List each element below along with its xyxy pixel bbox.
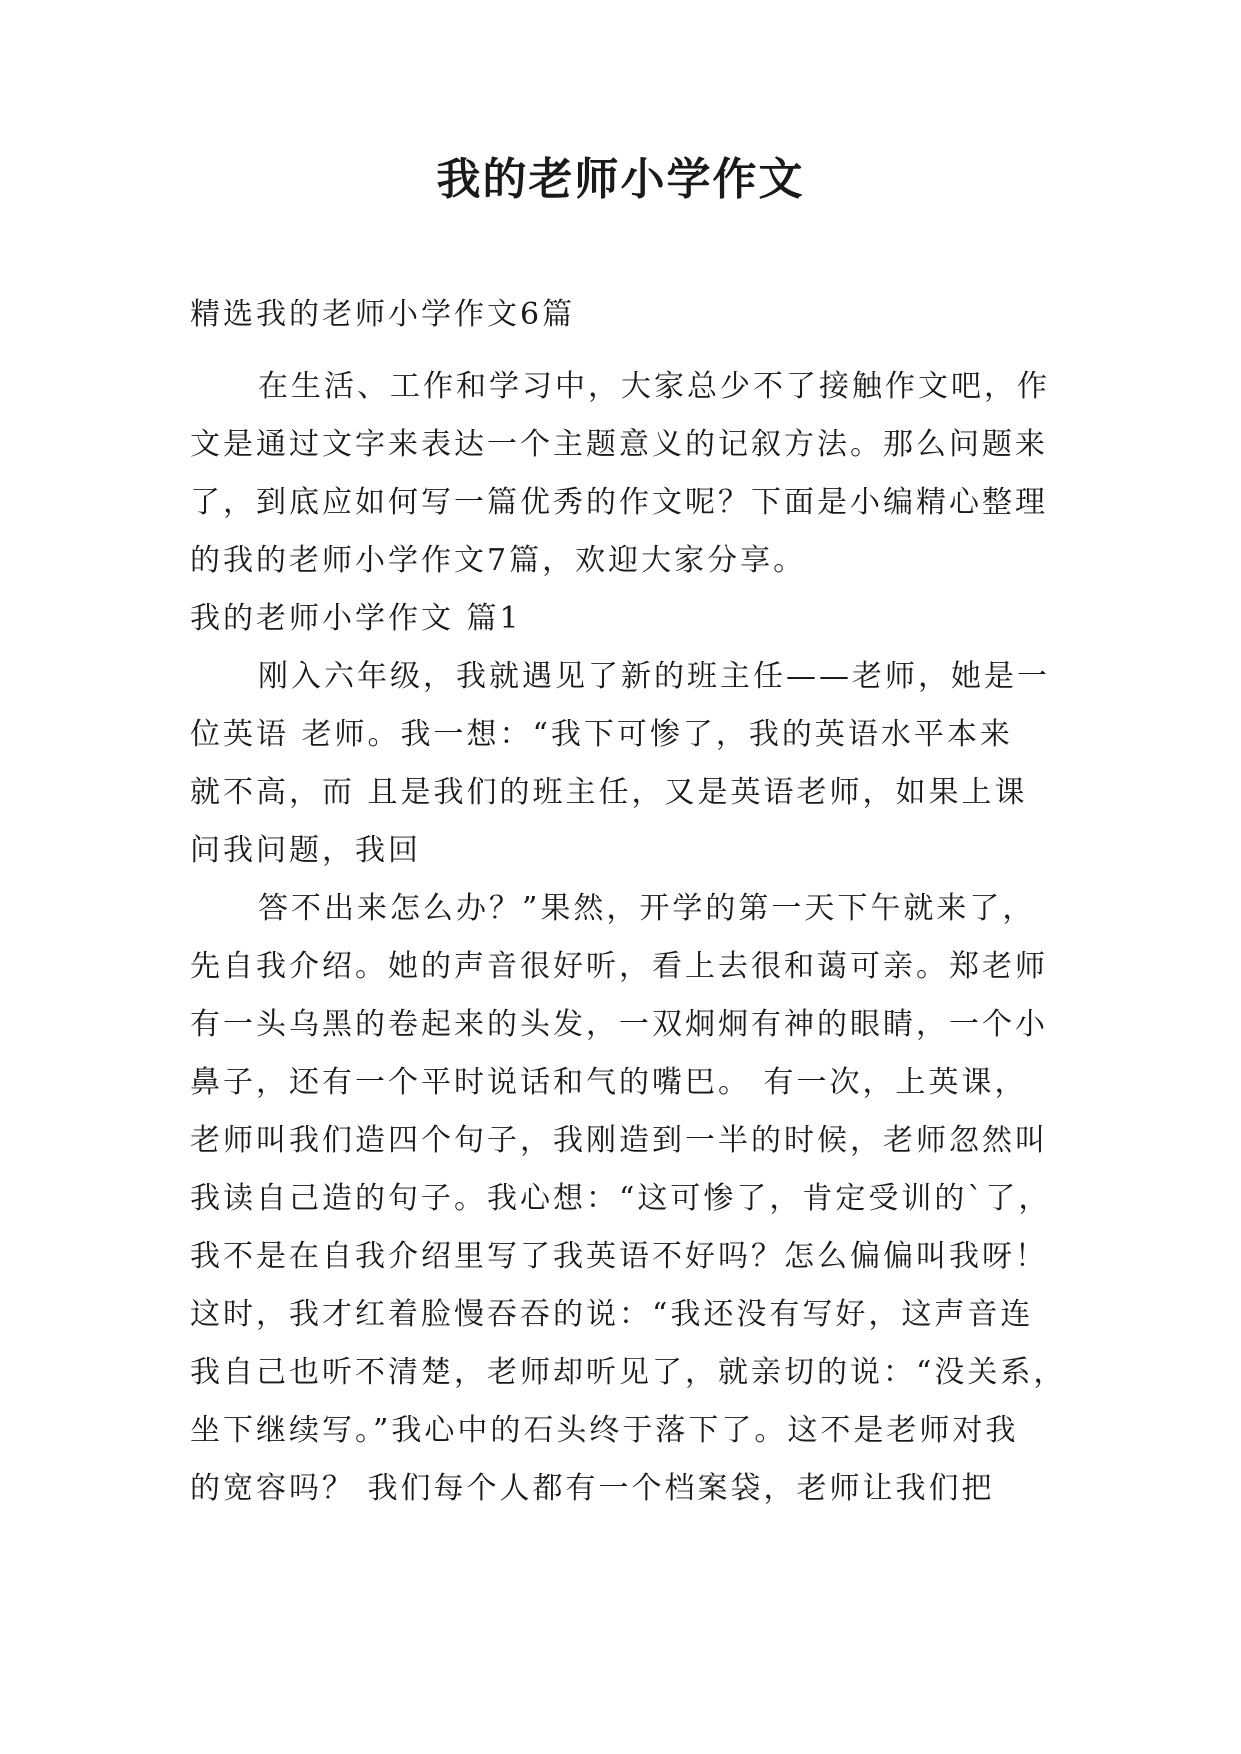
section-heading: 我的老师小学作文 篇1 xyxy=(190,601,522,636)
paragraph-line: 答不出来怎么办？”果然，开学的第一天下午就来了， xyxy=(258,891,1036,926)
paragraph-2 xyxy=(190,880,1067,1518)
paragraph-line: 问我问题，我回 xyxy=(190,833,421,868)
paragraph-line: 我不是在自我介绍里写了我英语不好吗？怎么偏偏叫我呀！ xyxy=(190,1239,1048,1274)
paragraph-line: 我读自己造的句子。我心想：“这可惨了，肯定受训的`了， xyxy=(190,1181,1052,1216)
paragraph-line: 刚入六年级，我就遇见了新的班主任——老师，她是一 xyxy=(258,659,1050,694)
paragraph-line: 先自我介绍。她的声音很好听，看上去很和蔼可亲。郑老师 xyxy=(190,949,1048,984)
paragraph-line: 老师叫我们造四个句子，我刚造到一半的时候，老师忽然叫 xyxy=(190,1123,1048,1158)
document-subtitle: 精选我的老师小学作文6篇 xyxy=(190,297,576,332)
paragraph-line: 这时，我才红着脸慢吞吞的说：“我还没有写好，这声音连 xyxy=(190,1297,1034,1332)
paragraph-line: 就不高，而 且是我们的班主任，又是英语老师，如果上课 xyxy=(190,775,1028,810)
paragraph-line: 我自己也听不清楚，老师却听见了，就亲切的说：“没关系， xyxy=(190,1355,1067,1390)
paragraph-line: 的宽容吗？ 我们每个人都有一个档案袋，老师让我们把 xyxy=(190,1471,995,1506)
document-title: 我的老师小学作文 xyxy=(436,154,805,205)
paragraph-line: 位英语 老师。我一想：“我下可惨了，我的英语水平本来 xyxy=(190,717,1013,752)
paragraph-1 xyxy=(190,648,1050,880)
intro-line: 了，到底应如何写一篇优秀的作文呢？下面是小编精心整理 xyxy=(190,485,1048,520)
paragraph-line: 有一头乌黑的卷起来的头发，一双炯炯有神的眼睛，一个小 xyxy=(190,1007,1048,1042)
intro-line: 的我的老师小学作文7篇，欢迎大家分享。 xyxy=(190,543,807,578)
paragraph-line: 鼻子，还有一个平时说话和气的嘴巴。 有一次，上英课， xyxy=(190,1065,1028,1100)
intro-line: 在生活、工作和学习中，大家总少不了接触作文吧，作 xyxy=(258,369,1050,404)
intro-paragraph xyxy=(190,358,1050,648)
paragraph-line: 坐下继续写。”我心中的石头终于落下了。这不是老师对我 xyxy=(190,1413,1019,1448)
intro-line: 文是通过文字来表达一个主题意义的记叙方法。那么问题来 xyxy=(190,427,1048,462)
